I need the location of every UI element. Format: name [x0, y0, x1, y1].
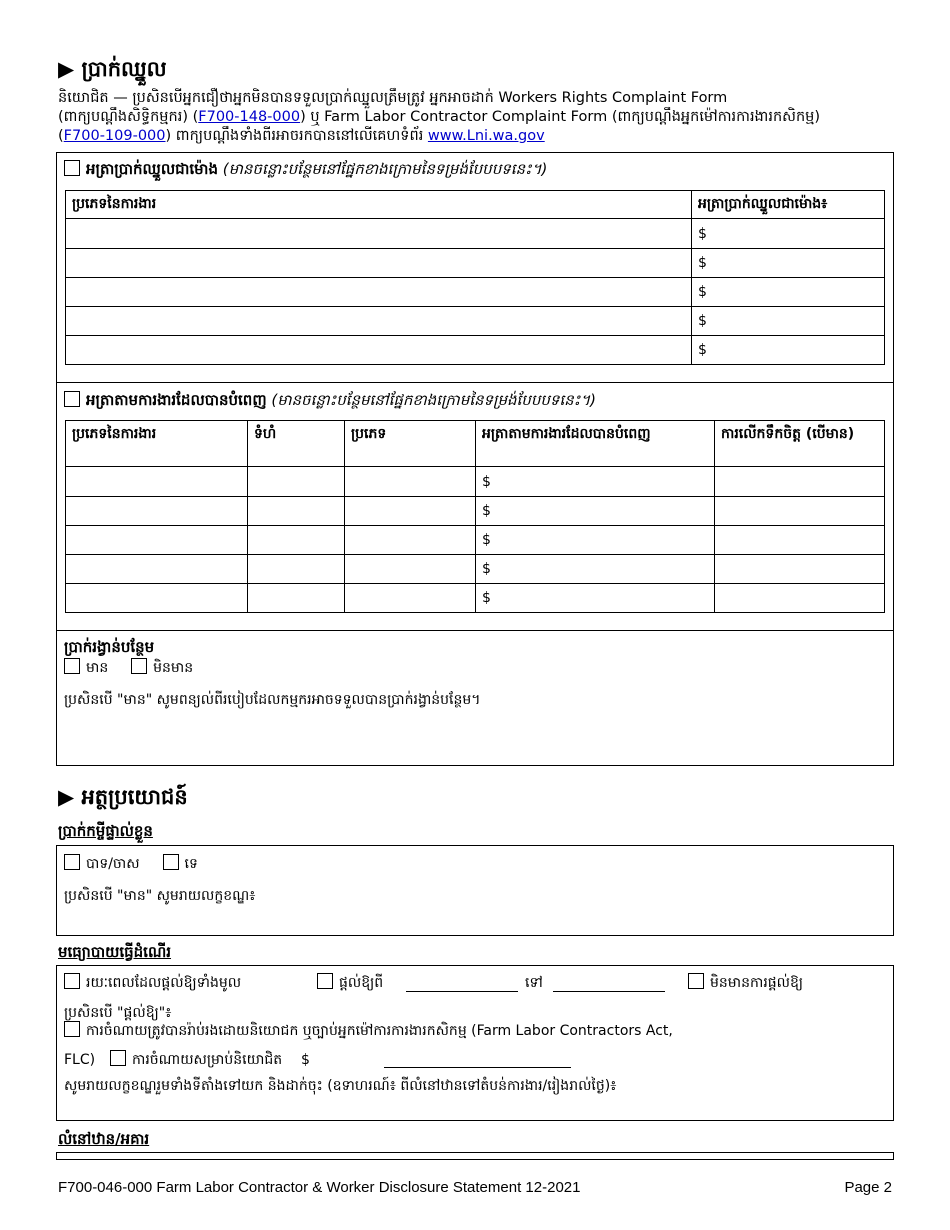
- col-work-type: ប្រភេទនៃការងារ: [66, 191, 692, 219]
- wages-intro: [58, 89, 938, 146]
- transport-describe-input[interactable]: [64, 1096, 886, 1118]
- hourly-rate-option: [64, 160, 547, 182]
- cost-employee-label: ការចំណាយសម្រាប់និយោជិត: [132, 1052, 283, 1068]
- rate-input[interactable]: $: [692, 307, 885, 336]
- rate-input[interactable]: $: [476, 526, 715, 555]
- cost-law-label: ការចំណាយត្រូវបានរ៉ាប់រងដោយនិយោជក ឬច្បាប់អ្នកម៉ៅការការងារកសិកម្ម (Farm Labor Contractors Act,: [86, 1023, 673, 1039]
- transport-from-label: ផ្ដល់ឱ្យពី: [339, 975, 384, 991]
- transport-title: មធ្យោបាយធ្វើដំណើរ: [58, 943, 172, 961]
- loan-title: ប្រាក់កម្ចីផ្ទាល់ខ្លួន: [58, 822, 153, 840]
- transport-full-option: [64, 973, 241, 994]
- cell-input[interactable]: [248, 467, 345, 497]
- divider: [56, 630, 894, 631]
- complaint-form-link[interactable]: F700-148-000: [198, 109, 301, 125]
- form-footer-title: F700-046-000 Farm Labor Contractor & Worker Disclosure Statement 12-2021: [58, 1179, 581, 1196]
- transport-full-checkbox[interactable]: [64, 973, 80, 989]
- transport-none-checkbox[interactable]: [688, 973, 704, 989]
- bonus-no-label: មិនមាន: [153, 660, 194, 676]
- intro-text: ) ពាក្យបណ្ដឹងទាំងពីរអាចរកបាននៅលើគេហទំព័រ: [165, 128, 428, 144]
- cell-input[interactable]: [248, 555, 345, 584]
- bonus-yes-checkbox[interactable]: [64, 658, 80, 674]
- intro-text: (ពាក្យបណ្ដឹងសិទ្ធិកម្មករ) (: [58, 109, 199, 125]
- bonus-options: [64, 658, 193, 679]
- lni-website-link[interactable]: www.Lni.wa.gov: [427, 128, 545, 144]
- loan-yes-checkbox[interactable]: [64, 854, 80, 870]
- table-row: [66, 497, 885, 526]
- cell-input[interactable]: [345, 555, 476, 584]
- rate-input[interactable]: $: [476, 584, 715, 613]
- bonus-title: ប្រាក់រង្វាន់បន្ថែម: [64, 638, 155, 656]
- col-bonus: ការលើកទឹកចិត្ត (បើមាន): [715, 421, 885, 467]
- page-number: Page 2: [844, 1179, 892, 1196]
- wages-heading: ▶ ប្រាក់ឈ្នួល: [58, 57, 167, 81]
- cell-input[interactable]: [715, 467, 885, 497]
- work-type-input[interactable]: [66, 249, 692, 278]
- cell-input[interactable]: [248, 526, 345, 555]
- table-row: [66, 584, 885, 613]
- loan-no-checkbox[interactable]: [163, 854, 179, 870]
- piece-rate-checkbox[interactable]: [64, 391, 80, 407]
- cost-law-checkbox[interactable]: [64, 1021, 80, 1037]
- transport-from-checkbox[interactable]: [317, 973, 333, 989]
- cost-employee-input[interactable]: [384, 1050, 571, 1068]
- col-piece-rate: អត្រាតាមការងារដែលបានបំពេញ: [476, 421, 715, 467]
- cost-employee-checkbox[interactable]: [110, 1050, 126, 1066]
- loan-no-label: ទេ: [184, 856, 198, 872]
- dollar-sign: $: [301, 1052, 310, 1068]
- cell-input[interactable]: [66, 497, 248, 526]
- cell-input[interactable]: [345, 497, 476, 526]
- transport-from-option: [317, 973, 383, 994]
- col-work-type: ប្រភេទនៃការងារ: [66, 421, 248, 467]
- housing-title: លំនៅឋាន/អគារ: [58, 1130, 150, 1148]
- housing-box[interactable]: [56, 1152, 894, 1160]
- piece-rate-option: [64, 391, 596, 413]
- cell-input[interactable]: [66, 555, 248, 584]
- table-row: [66, 526, 885, 555]
- cell-input[interactable]: [715, 584, 885, 613]
- cell-input[interactable]: [66, 526, 248, 555]
- transport-none-label: មិនមានការផ្ដល់ឱ្យ: [710, 975, 804, 991]
- cell-input[interactable]: [345, 526, 476, 555]
- rate-input[interactable]: $: [476, 555, 715, 584]
- col-hourly-rate: អត្រាប្រាក់ឈ្នួលជាម៉ោង៖: [692, 191, 885, 219]
- loan-options: [64, 854, 198, 875]
- table-row: [66, 278, 885, 307]
- cell-input[interactable]: [248, 497, 345, 526]
- transport-from-input[interactable]: [406, 974, 518, 992]
- rate-input[interactable]: $: [692, 278, 885, 307]
- intro-line-3: [58, 127, 938, 146]
- intro-text: ) ឬ Farm Labor Contractor Complaint Form (ពាក្យបណ្ដឹងអ្នកម៉ៅការការងារកសិកម្ម): [300, 109, 821, 125]
- rate-input[interactable]: $: [692, 336, 885, 365]
- table-row: [66, 336, 885, 365]
- col-kind: ប្រភេទ: [345, 421, 476, 467]
- loan-explain: ប្រសិនបើ "មាន" សូមរាយលក្ខខណ្ឌ៖: [64, 888, 256, 904]
- work-type-input[interactable]: [66, 307, 692, 336]
- piece-rate-label: អត្រាតាមការងារដែលបានបំពេញ: [86, 391, 267, 409]
- cell-input[interactable]: [345, 584, 476, 613]
- hourly-rate-note: (មានចន្លោះបន្ថែមនៅផ្នែកខាងក្រោមនៃទម្រង់បែបបទនេះ។): [222, 160, 548, 178]
- flc-label: FLC): [64, 1052, 96, 1068]
- work-type-input[interactable]: [66, 219, 692, 249]
- rate-input[interactable]: $: [476, 467, 715, 497]
- rate-input[interactable]: $: [692, 219, 885, 249]
- hourly-rate-label: អត្រាប្រាក់ឈ្នួលជាម៉ោង: [86, 160, 218, 178]
- benefits-heading: ▶ អត្ថប្រយោជន៍: [58, 785, 188, 809]
- hourly-rate-checkbox[interactable]: [64, 160, 80, 176]
- bonus-explain-input[interactable]: [64, 712, 886, 760]
- rate-input[interactable]: $: [692, 249, 885, 278]
- table-row: [66, 249, 885, 278]
- transport-full-label: រយៈពេលដែលផ្ដល់ឱ្យទាំងមូល: [86, 975, 242, 991]
- transport-describe: សូមរាយលក្ខខណ្ឌរួមទាំងទីតាំងទៅយក និងដាក់ចុះ (ឧទាហរណ៍៖ ពីលំនៅឋានទៅតំបន់ការងារ/រៀងរាល់ថ្ងៃ)៖: [64, 1078, 617, 1094]
- cell-input[interactable]: [715, 555, 885, 584]
- if-provided-label: ប្រសិនបើ "ផ្ដល់ឱ្យ"៖: [64, 1005, 172, 1021]
- bonus-no-checkbox[interactable]: [131, 658, 147, 674]
- col-size: ទំហំ: [248, 421, 345, 467]
- cell-input[interactable]: [66, 467, 248, 497]
- loan-explain-input[interactable]: [64, 906, 886, 932]
- transport-to-input[interactable]: [553, 974, 665, 992]
- cell-input[interactable]: [715, 497, 885, 526]
- table-row: [66, 467, 885, 497]
- intro-line-2: [58, 108, 938, 127]
- bonus-yes-label: មាន: [86, 660, 109, 676]
- cell-input[interactable]: [715, 526, 885, 555]
- cell-input[interactable]: [248, 584, 345, 613]
- cost-employee-option: [64, 1050, 310, 1071]
- loan-yes-label: បាទ/ចាស: [86, 856, 140, 872]
- piece-rate-table: [65, 420, 885, 613]
- table-row: [66, 555, 885, 584]
- cell-input[interactable]: [66, 584, 248, 613]
- transport-to-label: ទៅ: [525, 975, 543, 991]
- flc-complaint-form-link[interactable]: F700-109-000: [63, 128, 166, 144]
- intro-text: (: [58, 128, 64, 144]
- rate-input[interactable]: $: [476, 497, 715, 526]
- cell-input[interactable]: [345, 467, 476, 497]
- bonus-explain: ប្រសិនបើ "មាន" សូមពន្យល់ពីរបៀបដែលកម្មករអាចទទួលបានប្រាក់រង្វាន់បន្ថែម។: [64, 692, 481, 708]
- transport-none-option: [688, 973, 803, 994]
- intro-line-1: និយោជិត — ប្រសិនបើអ្នកជឿថាអ្នកមិនបានទទួលប្រាក់ឈ្នួលត្រឹមត្រូវ អ្នកអាចដាក់ Workers Rights Complaint Form: [58, 90, 728, 106]
- cost-law-option: [64, 1021, 673, 1042]
- piece-rate-note: (មានចន្លោះបន្ថែមនៅផ្នែកខាងក្រោមនៃទម្រង់បែបបទនេះ។): [271, 391, 597, 409]
- work-type-input[interactable]: [66, 278, 692, 307]
- work-type-input[interactable]: [66, 336, 692, 365]
- table-row: [66, 219, 885, 249]
- divider: [56, 382, 894, 383]
- hourly-rate-table: [65, 190, 885, 365]
- table-row: [66, 307, 885, 336]
